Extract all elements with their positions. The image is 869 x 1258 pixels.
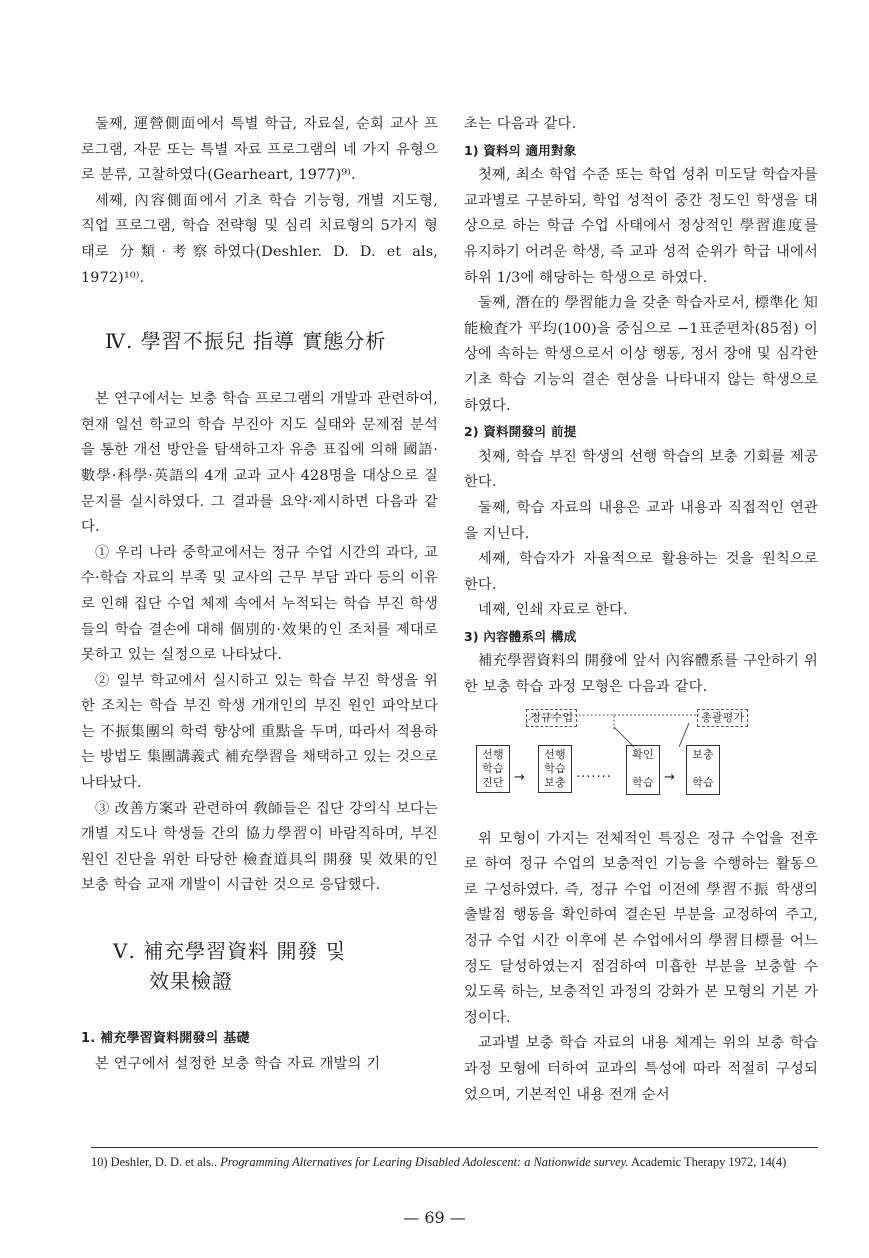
box-label: 진단: [482, 775, 504, 789]
arrow-icon: →: [514, 769, 526, 785]
paragraph: 초는 다음과 같다.: [464, 116, 577, 132]
summative-eval-box: 총괄평가: [697, 709, 748, 727]
diagram-arrow-line: [679, 723, 689, 747]
subsection-heading: 1. 補充學習資料開發의 基礎: [81, 1031, 250, 1047]
paragraph: 세째, 內容側面에서 기초 학습 기능형, 개별 지도형, 직업 프로그램, 학습 전략형 및 심리 치료형의 5가지 형태로 分類·考察하였다(Deshler. D. D. et als, 1972)¹⁰⁾.: [81, 192, 438, 286]
paragraph: 첫째, 학습 부진 학생의 선행 학습의 보충 기회를 제공한다.: [464, 448, 818, 491]
box-label: 보충: [692, 747, 714, 761]
diagnosis-box: [476, 745, 510, 793]
footnote-title: Programming Alternatives for Learing Disabled Adolescent: a Nationwide survey.: [220, 1155, 629, 1169]
box-label: 학습: [482, 761, 504, 775]
paragraph: 첫째, 최소 학업 수준 또는 학업 성취 미도달 학습자를 교과별로 구분하되, 학업 성적이 중간 정도인 학생을 대상으로 하는 학급 수업 사태에서 정상적인 學習進度를 유지하기 어려운 학생, 즉 교과 성적 순위가 학급 내에서 하위 1/3에 해당하는 학생으로 하였다.: [464, 167, 818, 286]
subsection-heading: 3) 內容體系의 構成: [464, 628, 577, 644]
paragraph: 세째, 학습자가 자율적으로 활용하는 것을 원칙으로 한다.: [464, 551, 818, 593]
right-column: [464, 112, 818, 1108]
paragraph: 둘째, 학습 자료의 내용은 교과 내용과 직접적인 연관을 지닌다.: [464, 499, 818, 542]
footnote-prefix: 10) Deshler, D. D. et als..: [91, 1155, 221, 1169]
footnote: [91, 1153, 831, 1171]
paragraph: 둘째, 運營側面에서 특별 학급, 자료실, 순회 교사 프로그램, 자문 또는 특별 자료 프로그램의 네 가지 유형으로 분류, 고찰하였다(Gearheart, 1977)⁹⁾.: [81, 116, 438, 184]
paragraph: 둘째, 潛在的 學習能力을 갖춘 학습자로서, 標準化 知能檢査가 平均(100)을 중심으로 −1표준편차(85점) 이상에 속하는 학생으로서 이상 행동, 정서 장애 및 심각한 기초 학습 기능의 결손 현상을 나타내지 않는 학생으로 하였다.: [464, 295, 818, 414]
section-heading-5: [113, 936, 438, 996]
paragraph: 補充學習資料의 開發에 앞서 內容體系를 구안하기 위한 보충 학습 과정 모형은 다음과 같다.: [464, 653, 818, 696]
page-number: — 69 —: [403, 1208, 466, 1227]
left-column: [81, 112, 438, 1077]
section-heading-4: Ⅳ. 學習不振兒 指導 實態分析: [105, 329, 387, 354]
subsection-heading: 2) 資料開發의 前提: [464, 424, 577, 440]
box-label: 학습: [632, 775, 654, 789]
box-label: 학습: [692, 775, 714, 789]
box-label: 선행: [544, 747, 566, 761]
paragraph: ③ 改善方案과 관련하여 敎師들은 집단 강의식 보다는 개별 지도나 학생들 간의 協力學習이 바람직하며, 부진 원인 진단을 위한 타당한 檢査道具의 開發 및 效果的인 보충 학습 교재 개발이 시급한 것으로 응답했다.: [81, 800, 438, 894]
subsection-heading: 1) 資料의 適用對象: [464, 142, 577, 158]
section-heading-5-line2: 效果檢證: [149, 969, 233, 994]
section-heading-5-line1: Ⅴ. 補充學習資料 開發 및: [113, 939, 347, 964]
paragraph: 본 연구에서는 보충 학습 프로그램의 개발과 관련하여, 현재 일선 학교의 학습 부진아 지도 실태와 문제점 분석을 통한 개선 방안을 탐색하고자 유층 표집에 의해 國語·數學·科學·英語의 4개 교과 교사 428명을 대상으로 질문지를 실시하였다. 그 결과를 요약·제시하면 다음과 같다.: [81, 391, 438, 536]
paragraph: 위 모형이 가지는 전체적인 특징은 정규 수업을 전후로 하여 정규 수업의 보충적인 기능을 수행하는 활동으로 구성하였다. 즉, 정규 수업 이전에 學習不振 학생의 출발점 행동을 확인하여 결손된 부분을 교정하여 주고, 정규 수업 시간 이후에 본 수업에서의 學習目標를 어느 정도 달성하였는지 점검하여 미흡한 부분을 보충할 수 있도록 하는, 보충적인 과정의 강화가 본 모형의 기본 가정이다.: [464, 830, 818, 1026]
box-label: 학습: [544, 761, 566, 775]
box-label: 선행: [482, 747, 504, 761]
regular-class-box: 정규수업: [526, 709, 577, 727]
box-label: 확인: [632, 747, 654, 761]
remedial-box: [686, 745, 720, 795]
dotted-connector: ·······: [576, 769, 612, 785]
paragraph: 본 연구에서 설정한 보충 학습 자료 개발의 기: [95, 1055, 381, 1072]
diagram-arrow-line: [614, 727, 634, 747]
footnote-divider: [91, 1147, 818, 1148]
paragraph: ① 우리 나라 중학교에서는 정규 수업 시간의 과다, 교수·학습 자료의 부족 및 교사의 근무 부담 과다 등의 이유로 인해 집단 수업 체제 속에서 누적되는 학습 부진 학생들의 학습 결손에 대해 個別的·效果的인 조치를 제대로 못하고 있는 실정으로 나타났다.: [81, 544, 438, 664]
box-label: 보충: [544, 775, 566, 789]
process-model-diagram: [464, 709, 818, 821]
footnote-source: Academic Therapy 1972, 14(4): [628, 1155, 787, 1169]
paragraph: 교과별 보충 학습 자료의 내용 체계는 위의 보충 학습 과정 모형에 터하여 교과의 특성에 따라 적절히 구성되었으며, 기본적인 내용 전개 순서: [464, 1035, 818, 1103]
confirm-box: [626, 745, 660, 795]
paragraph: ② 일부 학교에서 실시하고 있는 학습 부진 학생을 위한 조치는 학습 부진 학생 개개인의 부진 원인 파악보다는 不振集團의 학력 향상에 重點을 두며, 따라서 적용하는 방법도 集團講義式 補充學習을 채택하고 있는 것으로 나타났다.: [81, 672, 438, 792]
paragraph: 네째, 인쇄 자료로 한다.: [478, 602, 628, 619]
supplement-box: [538, 745, 572, 793]
arrow-icon: →: [664, 769, 676, 785]
